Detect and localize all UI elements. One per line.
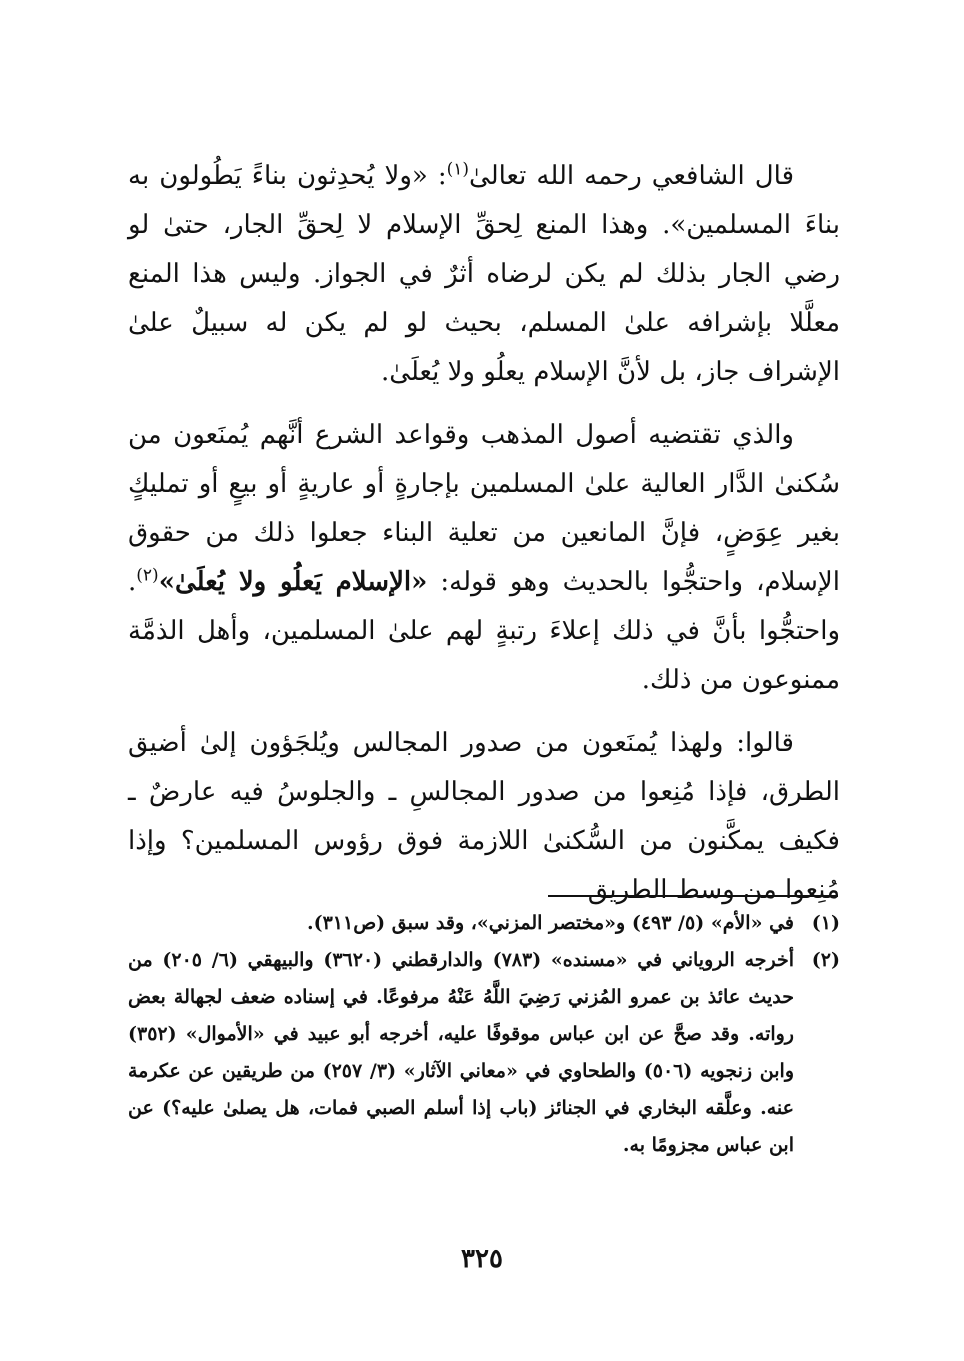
footnotes [128, 905, 840, 1164]
footnote-number: (١) [811, 912, 840, 934]
footnote-text: في «الأم» (٥/ ٤٩٣) و«مختصر المزني»، وقد سبق (ص٣١١). [306, 912, 794, 934]
footnote-separator [548, 895, 838, 897]
paragraph-1-rest: : «ولا يُحدِثون بناءً يَطُولون به بناءَ المسلمين». وهذا المنع لِحقِّ الإسلام لا لِحقِّ الجار، حتىٰ لو رضي الجار بذلك لم يكن لرضاه أثرٌ في الجواز. وليس هذا المنع معلَّلا بإشرافه علىٰ المسلم، بحيث لو لم يكن له سبيلٌ علىٰ الإشراف جاز، بل لأنَّ الإسلام يعلُو ولا يُعلَىٰ. [128, 161, 840, 387]
hadith-quote: «الإسلام يَعلُو ولا يُعلَىٰ» [158, 567, 428, 597]
paragraph-1-lead: قال الشافعي رحمه الله تعالىٰ [469, 161, 795, 191]
footnote-ref-1: (١) [446, 159, 470, 180]
paragraph-2-rest: . واحتجُّوا بأنَّ في ذلك إعلاءَ رتبةٍ لهم علىٰ المسلمين، وأهل الذمَّة ممنوعون من ذلك. [128, 567, 840, 695]
footnote-2 [128, 942, 840, 1164]
footnote-1 [128, 905, 840, 942]
page-number: ٣٢٥ [461, 1244, 503, 1274]
footnote-number: (٢) [811, 949, 840, 971]
paragraph-2 [128, 411, 840, 705]
paragraph-2-lead: والذي تقتضيه أصول المذهب وقواعد الشرع أنَّهم يُمنَعون من سُكنىٰ الدَّار العالية علىٰ المسلمين بإجارةٍ أو عاريةٍ أو بيعٍ أو تمليكٍ بغير عِوَضٍ، فإنَّ المانعين من تعلية البناء جعلوا ذلك من حقوق الإسلام، واحتجُّوا بالحديث وهو قوله: [128, 420, 840, 597]
main-text [128, 152, 840, 915]
footnote-ref-2: (٢) [136, 565, 159, 586]
paragraph-3: قالوا: ولهذا يُمنَعون من صدور المجالس ويُلجَؤون إلىٰ أضيق الطرق، فإذا مُنِعوا من صدور المجالسِ ـ والجلوسُ فيه عارضٌ ـ فكيف يمكَّنون من السُّكنىٰ اللازمة فوق رؤوس المسلمين؟ وإذا مُنِعوا من وسط الطريق [128, 728, 840, 905]
paragraph-1 [128, 152, 840, 397]
footnote-text: أخرجه الروياني في «مسنده» (٧٨٣) والدارقطني (٣٦٢٠) والبيهقي (٦/ ٢٠٥) من حديث عائذ بن عمرو المُزني رَضِيَ اللَّهُ عَنْهُ مرفوعًا. في إسناده ضعف لجهالة بعض رواته. وقد صحَّ عن ابن عباس موقوفًا عليه، أخرجه أبو عبيد في «الأموال» (٣٥٢) وابن زنجويه (٥٠٦) والطحاوي في «معاني الآثار» (٣/ ٢٥٧) من طريقين عن عكرمة عنه. وعلَّقه البخاري في الجنائز (باب إذا أسلم الصبي فمات، هل يصلىٰ عليه؟) عن ابن عباس مجزومًا به. [128, 949, 795, 1156]
